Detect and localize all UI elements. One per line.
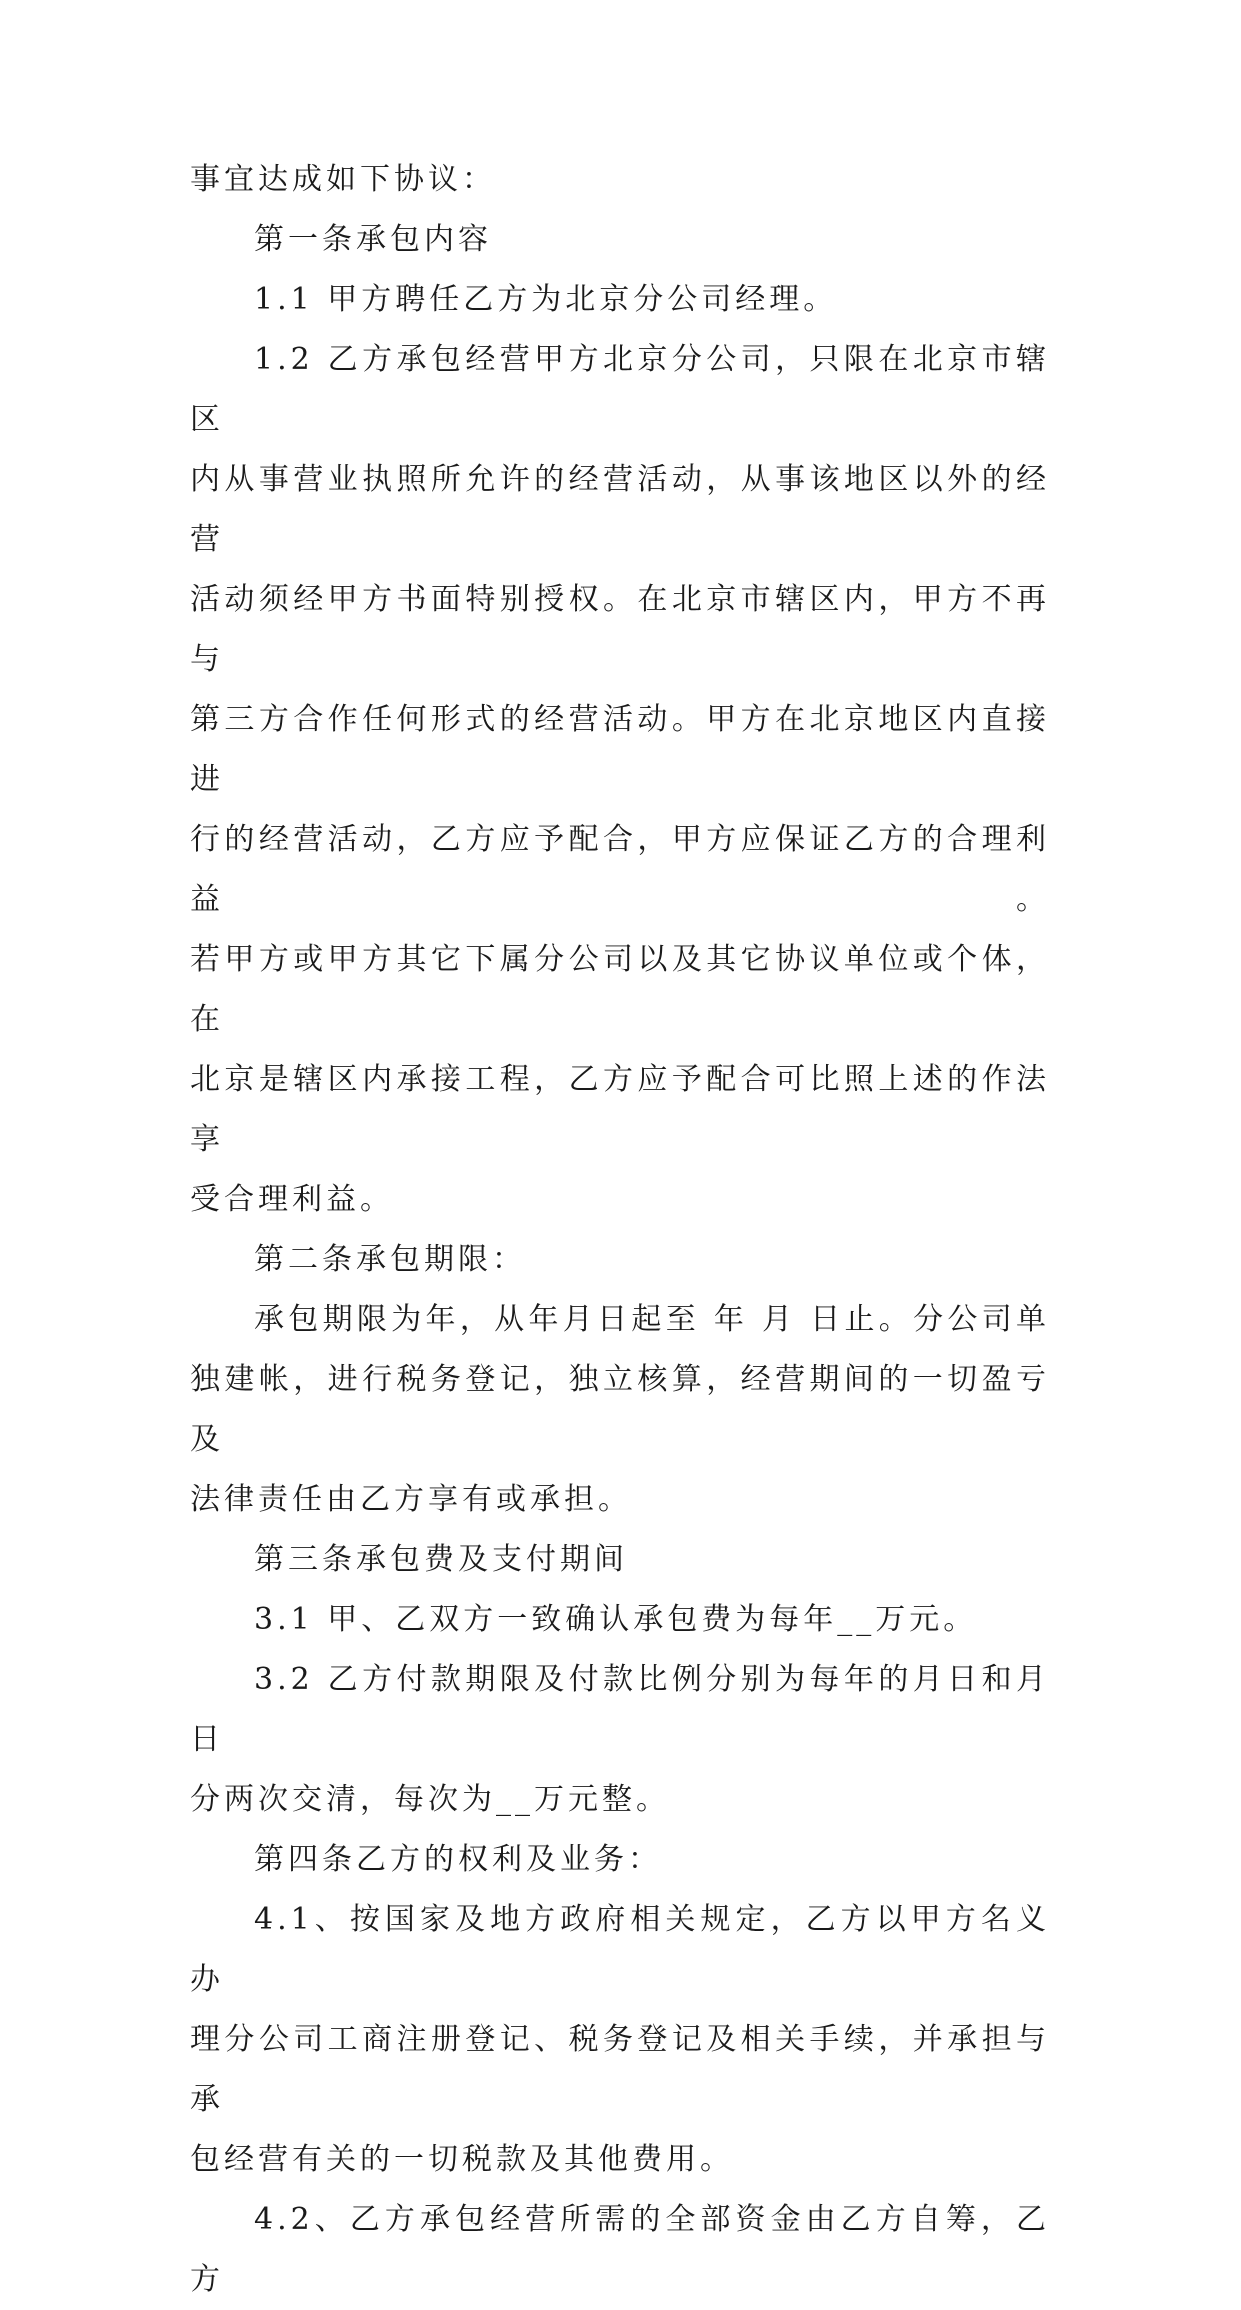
text-line: 包经营有关的一切税款及其他费用。 — [190, 2142, 734, 2177]
paragraph — [190, 330, 1050, 1230]
text-line: 理分公司工商注册登记、税务登记及相关手续，并承担与承 — [190, 2022, 1050, 2117]
paragraph — [190, 1290, 1050, 1530]
text-line: 若甲方或甲方其它下属分公司以及其它协议单位或个体，在 — [190, 942, 1050, 1037]
text-line: 4.2、乙方承包经营所需的全部资金由乙方自筹，乙方 — [190, 2202, 1050, 2297]
text-line: 承包期限为年，从年月日起至 年 月 日止。分公司单 — [254, 1302, 1050, 1337]
paragraph — [190, 1230, 1050, 1290]
text-line: 行的经营活动，乙方应予配合，甲方应保证乙方的合理利益。 — [190, 822, 1050, 917]
text-line: 3.2 乙方付款期限及付款比例分别为每年的月日和月日 — [190, 1662, 1050, 1757]
text-line: 3.1 甲、乙双方一致确认承包费为每年__万元。 — [254, 1602, 978, 1637]
text-line: 第一条承包内容 — [254, 222, 492, 257]
text-line: 4.1、按国家及地方政府相关规定，乙方以甲方名义办 — [190, 1902, 1050, 1997]
text-line: 活动须经甲方书面特别授权。在北京市辖区内，甲方不再与 — [190, 582, 1050, 677]
text-line: 第三方合作任何形式的经营活动。甲方在北京地区内直接进 — [190, 702, 1050, 797]
paragraph — [190, 1650, 1050, 1830]
text-line: 北京是辖区内承接工程，乙方应予配合可比照上述的作法享 — [190, 1062, 1050, 1157]
paragraph — [190, 1890, 1050, 2190]
text-line: 1.1 甲方聘任乙方为北京分公司经理。 — [254, 282, 838, 317]
text-line: 内从事营业执照所允许的经营活动，从事该地区以外的经营 — [190, 462, 1050, 557]
text-line: 第二条承包期限： — [254, 1242, 526, 1277]
text-line: 独建帐，进行税务登记，独立核算，经营期间的一切盈亏及 — [190, 1362, 1050, 1457]
paragraph — [190, 2190, 1050, 2310]
paragraph — [190, 210, 1050, 270]
paragraph — [190, 150, 1050, 210]
text-line: 分两次交清，每次为__万元整。 — [190, 1782, 670, 1817]
text-line: 第四条乙方的权利及业务： — [254, 1842, 662, 1877]
paragraph — [190, 1830, 1050, 1890]
text-line: 第三条承包费及支付期间 — [254, 1542, 628, 1577]
paragraph — [190, 1530, 1050, 1590]
text-line: 1.2 乙方承包经营甲方北京分公司，只限在北京市辖区 — [190, 342, 1050, 437]
paragraph — [190, 270, 1050, 330]
text-line: 受合理利益。 — [190, 1182, 394, 1217]
paragraph — [190, 1590, 1050, 1650]
text-line: 事宜达成如下协议： — [190, 162, 496, 197]
text-line: 法律责任由乙方享有或承担。 — [190, 1482, 632, 1517]
document-page — [190, 150, 1050, 2310]
